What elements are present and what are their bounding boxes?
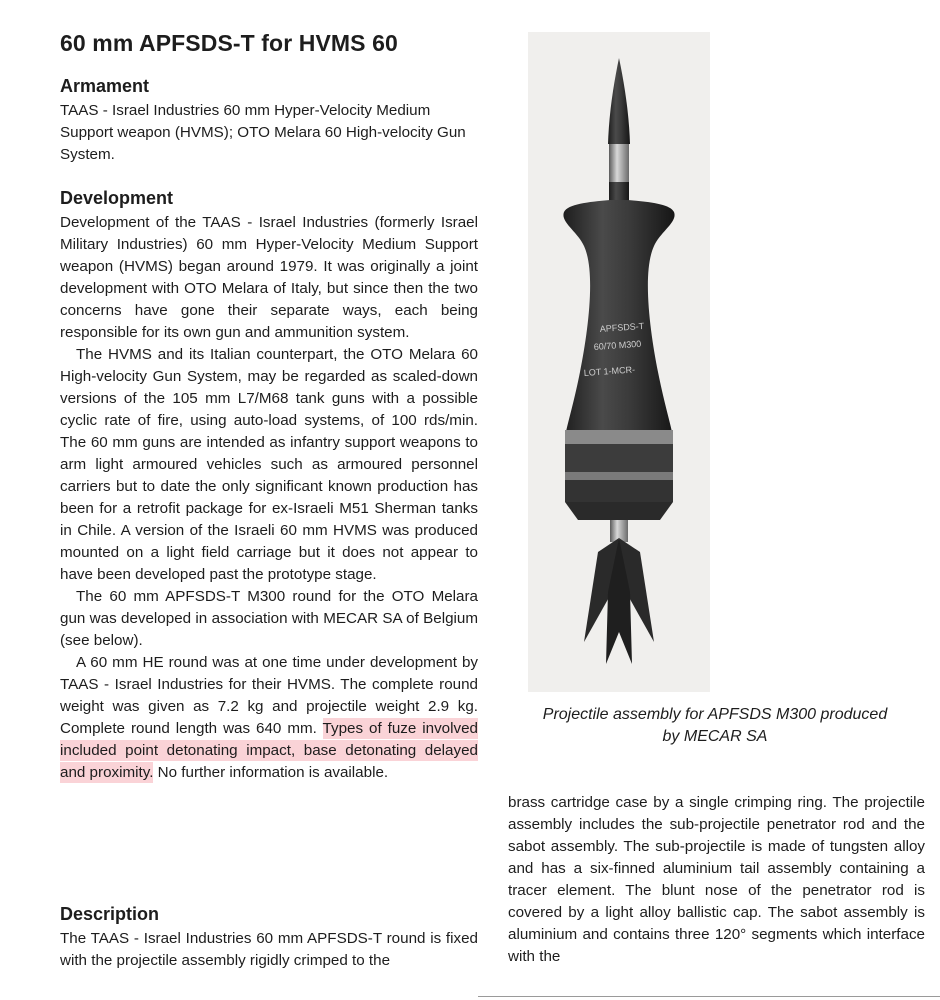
armament-text-block (60, 100, 478, 166)
development-paragraph-1: Development of the TAAS - Israel Industries (formerly Israel Military Industries) 60 mm Hyper-Velocity Medium Support weapon (HVMS) began around 1979. It was originally a joint development with OTO Melara of Italy, but since then the two concerns have gone their separate ways, each being responsible for its own gun and ammunition system. (60, 214, 478, 341)
armament-text: TAAS - Israel Industries 60 mm Hyper-Velocity Medium Support weapon (HVMS); OTO Melara 60 High-velocity Gun System. (60, 102, 466, 163)
description-left-block (60, 928, 478, 972)
projectile-marking-3: LOT 1-MCR- (583, 364, 636, 378)
description-left-text: The TAAS - Israel Industries 60 mm APFSDS-T round is fixed with the projectile assembly rigidly crimped to the (60, 930, 478, 969)
highlighted-text: Types of fuze involved included point detonating impact, base detonating delayed and proximity. (60, 720, 478, 781)
figure-caption (495, 704, 935, 748)
development-paragraph-3: The 60 mm APFSDS-T M300 round for the OTO Melara gun was developed in association with MECAR SA of Belgium (see below). (60, 588, 478, 649)
projectile-illustration (528, 32, 710, 692)
projectile-photo (528, 32, 710, 692)
armament-heading: Armament (60, 76, 150, 96)
projectile-marking-2: 60/70 M300 (593, 338, 642, 352)
development-paragraph-4 (60, 652, 478, 784)
development-paragraph-4-end: No further information is available. (157, 764, 389, 781)
caption-line-2: by MECAR SA (662, 728, 768, 745)
description-right-text: brass cartridge case by a single crimping ring. The projectile assembly includes the sub-projectile penetrator rod and the sabot assembly. The sub-projectile is made of tungsten alloy and has a six-finned aluminium tail assembly containing a tracer element. The blunt nose of the penetrator rod is covered by a light alloy ballistic cap. The sabot assembly is aluminium and contains three 120° segments which interface with the (508, 794, 925, 965)
caption-line-1: Projectile assembly for APFSDS M300 produced (542, 706, 888, 723)
development-heading: Development (60, 188, 174, 208)
page-title: 60 mm APFSDS-T for HVMS 60 (60, 30, 398, 56)
development-paragraph-2: The HVMS and its Italian counterpart, the OTO Melara 60 High-velocity Gun System, may be regarded as scaled-down versions of the 105 mm L7/M68 tank guns with a possible cyclic rate of fire, using auto-load systems, of 100 rds/min. The 60 mm guns are intended as infantry support weapons to arm light armoured vehicles such as armoured personnel carriers but to date the only significant known production has been for a retrofit package for ex-Israeli M51 Sherman tanks in Chile. A version of the Israeli 60 mm HVMS was produced mounted on a light field carriage but it does not appear to have been developed past the prototype stage. (60, 346, 478, 583)
page-rule (478, 996, 940, 997)
development-text-block (60, 212, 478, 784)
description-heading: Description (60, 904, 160, 924)
projectile-marking-1: APFSDS-T (599, 320, 645, 334)
development-paragraph-4-start: A 60 mm HE round was at one time under development by TAAS - Israel Industries for their HVMS. The complete round weight was given as 7.2 kg and projectile weight 2.9 kg. Complete round length was 640 mm. (60, 654, 478, 737)
